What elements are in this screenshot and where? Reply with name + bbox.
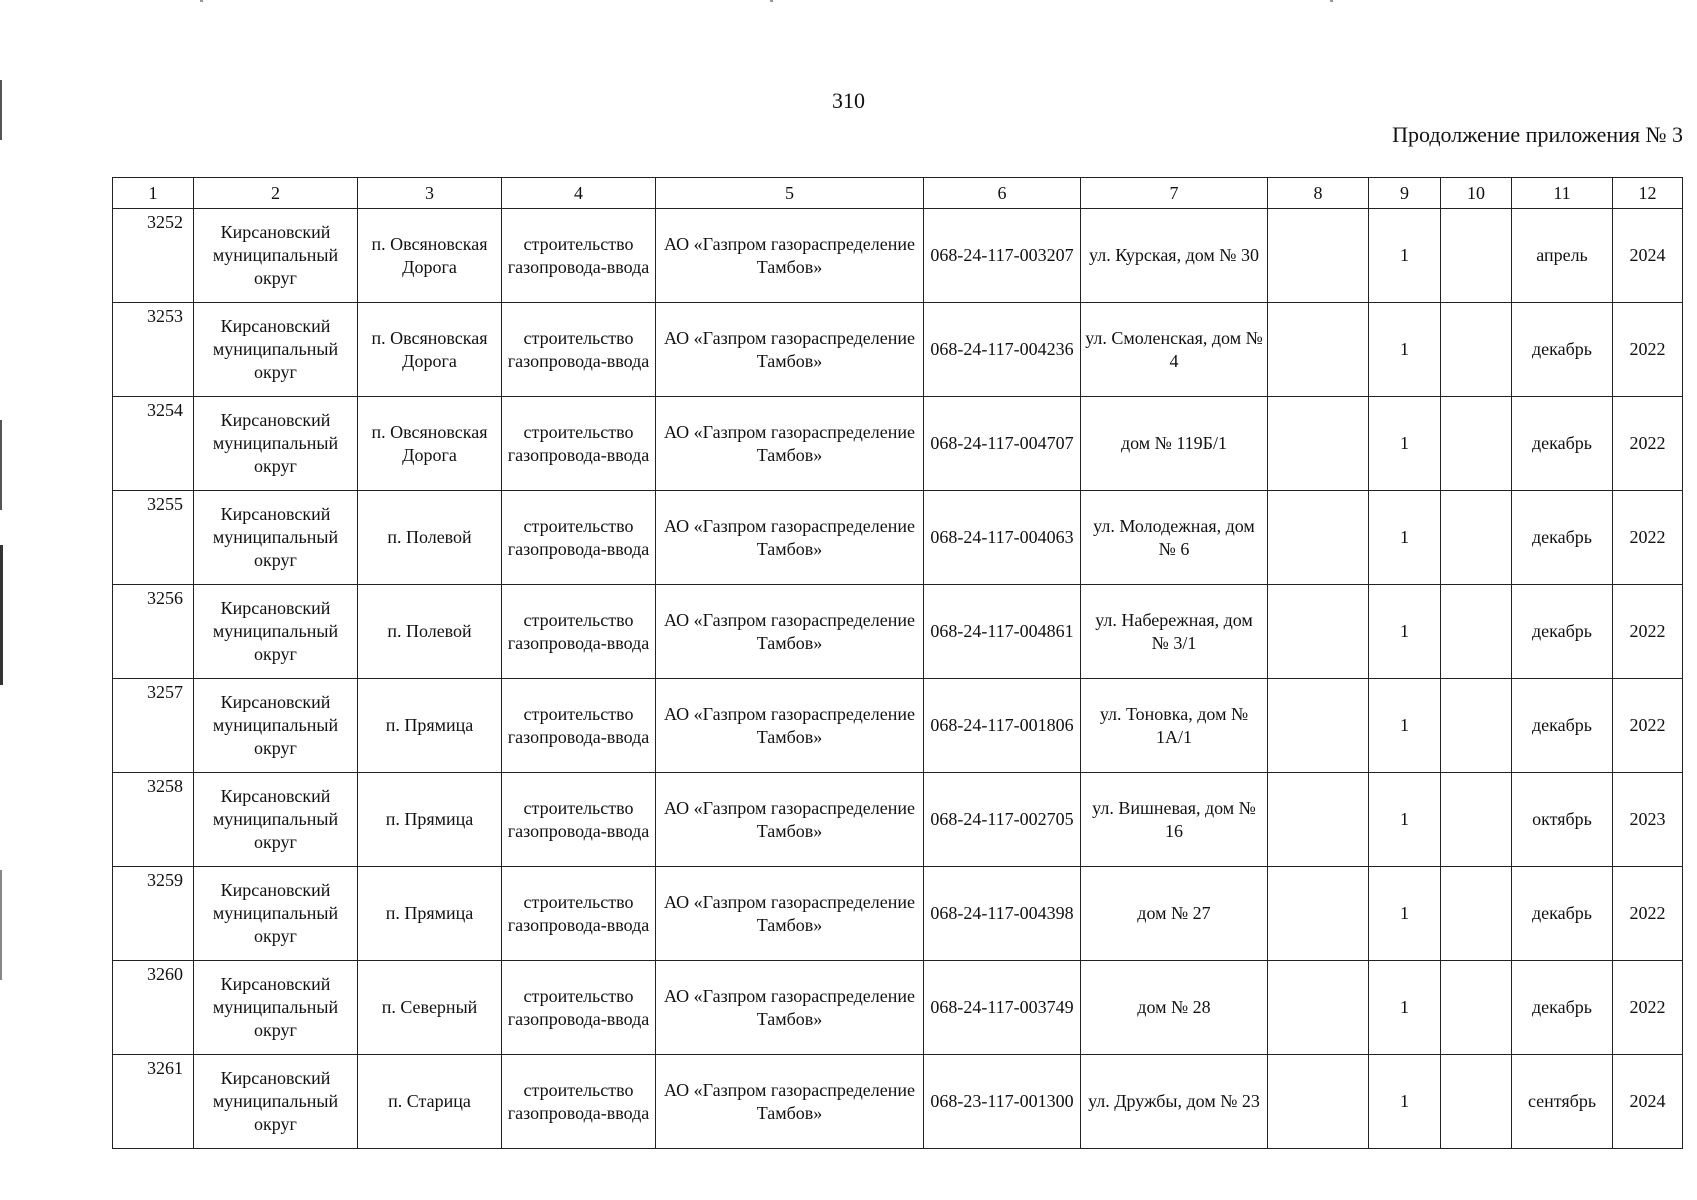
- registry-table: [112, 177, 1683, 1149]
- cell-month: декабрь: [1512, 585, 1613, 679]
- column-header-5: 5: [656, 178, 924, 209]
- cell-settlement: п. Овсяновская Дорога: [358, 397, 502, 491]
- continuation-label: Продолжение приложения № 3: [1392, 122, 1683, 147]
- table-row: [113, 397, 1683, 491]
- scan-speck: [200, 0, 203, 2]
- cell-month: декабрь: [1512, 961, 1613, 1055]
- cell-column-8: [1268, 209, 1369, 303]
- cell-column-8: [1268, 585, 1369, 679]
- cell-column-8: [1268, 1055, 1369, 1149]
- cell-address: дом № 28: [1081, 961, 1268, 1055]
- cell-row-number: 3260: [113, 961, 194, 1055]
- cell-organization: АО «Газпром газораспределение Тамбов»: [656, 1055, 924, 1149]
- cell-quantity: 1: [1369, 303, 1441, 397]
- cell-work-type: строительство газопровода-ввода: [502, 303, 656, 397]
- cell-row-number: 3259: [113, 867, 194, 961]
- column-header-6: 6: [924, 178, 1081, 209]
- cell-month: апрель: [1512, 209, 1613, 303]
- cell-work-type: строительство газопровода-ввода: [502, 867, 656, 961]
- cell-column-8: [1268, 679, 1369, 773]
- cell-column-10: [1441, 867, 1512, 961]
- table-row: [113, 209, 1683, 303]
- cell-work-type: строительство газопровода-ввода: [502, 773, 656, 867]
- cell-column-10: [1441, 491, 1512, 585]
- scan-edge-mark: [0, 870, 2, 980]
- cell-year: 2023: [1613, 773, 1683, 867]
- cell-row-number: 3254: [113, 397, 194, 491]
- cell-object-code: 068-23-117-001300: [924, 1055, 1081, 1149]
- cell-month: декабрь: [1512, 679, 1613, 773]
- table-row: [113, 961, 1683, 1055]
- cell-work-type: строительство газопровода-ввода: [502, 679, 656, 773]
- cell-address: ул. Набережная, дом № 3/1: [1081, 585, 1268, 679]
- cell-column-8: [1268, 397, 1369, 491]
- cell-organization: АО «Газпром газораспределение Тамбов»: [656, 209, 924, 303]
- cell-column-10: [1441, 679, 1512, 773]
- cell-quantity: 1: [1369, 209, 1441, 303]
- cell-object-code: 068-24-117-004063: [924, 491, 1081, 585]
- cell-organization: АО «Газпром газораспределение Тамбов»: [656, 679, 924, 773]
- cell-organization: АО «Газпром газораспределение Тамбов»: [656, 397, 924, 491]
- cell-organization: АО «Газпром газораспределение Тамбов»: [656, 961, 924, 1055]
- cell-row-number: 3257: [113, 679, 194, 773]
- cell-settlement: п. Овсяновская Дорога: [358, 209, 502, 303]
- cell-object-code: 068-24-117-004236: [924, 303, 1081, 397]
- table-row: [113, 491, 1683, 585]
- cell-year: 2022: [1613, 303, 1683, 397]
- cell-month: октябрь: [1512, 773, 1613, 867]
- cell-column-10: [1441, 209, 1512, 303]
- cell-settlement: п. Полевой: [358, 491, 502, 585]
- cell-address: дом № 27: [1081, 867, 1268, 961]
- cell-address: ул. Дружбы, дом № 23: [1081, 1055, 1268, 1149]
- cell-object-code: 068-24-117-004707: [924, 397, 1081, 491]
- cell-work-type: строительство газопровода-ввода: [502, 585, 656, 679]
- cell-column-10: [1441, 1055, 1512, 1149]
- cell-year: 2022: [1613, 679, 1683, 773]
- cell-quantity: 1: [1369, 491, 1441, 585]
- cell-quantity: 1: [1369, 1055, 1441, 1149]
- scan-speck: [1330, 0, 1333, 2]
- cell-year: 2022: [1613, 867, 1683, 961]
- cell-column-10: [1441, 397, 1512, 491]
- scan-speck: [770, 0, 773, 2]
- cell-quantity: 1: [1369, 397, 1441, 491]
- column-header-1: 1: [113, 178, 194, 209]
- cell-address: ул. Вишневая, дом № 16: [1081, 773, 1268, 867]
- cell-column-8: [1268, 303, 1369, 397]
- cell-work-type: строительство газопровода-ввода: [502, 209, 656, 303]
- column-header-4: 4: [502, 178, 656, 209]
- column-header-3: 3: [358, 178, 502, 209]
- cell-month: сентябрь: [1512, 1055, 1613, 1149]
- cell-quantity: 1: [1369, 961, 1441, 1055]
- cell-object-code: 068-24-117-003207: [924, 209, 1081, 303]
- column-header-11: 11: [1512, 178, 1613, 209]
- cell-municipality: Кирсановский муниципальный округ: [194, 303, 358, 397]
- cell-row-number: 3258: [113, 773, 194, 867]
- page-number: 310: [832, 88, 865, 113]
- table-row: [113, 773, 1683, 867]
- cell-quantity: 1: [1369, 585, 1441, 679]
- cell-quantity: 1: [1369, 679, 1441, 773]
- cell-municipality: Кирсановский муниципальный округ: [194, 679, 358, 773]
- cell-municipality: Кирсановский муниципальный округ: [194, 961, 358, 1055]
- column-header-8: 8: [1268, 178, 1369, 209]
- column-header-7: 7: [1081, 178, 1268, 209]
- cell-column-8: [1268, 491, 1369, 585]
- cell-month: декабрь: [1512, 867, 1613, 961]
- cell-row-number: 3255: [113, 491, 194, 585]
- table-row: [113, 303, 1683, 397]
- cell-row-number: 3252: [113, 209, 194, 303]
- table-row: [113, 679, 1683, 773]
- cell-settlement: п. Прямица: [358, 679, 502, 773]
- column-header-10: 10: [1441, 178, 1512, 209]
- cell-address: ул. Тоновка, дом № 1А/1: [1081, 679, 1268, 773]
- cell-month: декабрь: [1512, 303, 1613, 397]
- cell-column-10: [1441, 961, 1512, 1055]
- cell-year: 2024: [1613, 1055, 1683, 1149]
- cell-object-code: 068-24-117-001806: [924, 679, 1081, 773]
- cell-column-8: [1268, 773, 1369, 867]
- cell-address: дом № 119Б/1: [1081, 397, 1268, 491]
- table-body: [113, 209, 1683, 1149]
- cell-year: 2024: [1613, 209, 1683, 303]
- table-row: [113, 1055, 1683, 1149]
- cell-settlement: п. Старица: [358, 1055, 502, 1149]
- cell-column-10: [1441, 773, 1512, 867]
- cell-quantity: 1: [1369, 773, 1441, 867]
- cell-quantity: 1: [1369, 867, 1441, 961]
- cell-organization: АО «Газпром газораспределение Тамбов»: [656, 303, 924, 397]
- cell-municipality: Кирсановский муниципальный округ: [194, 491, 358, 585]
- cell-organization: АО «Газпром газораспределение Тамбов»: [656, 491, 924, 585]
- cell-row-number: 3256: [113, 585, 194, 679]
- cell-month: декабрь: [1512, 491, 1613, 585]
- cell-row-number: 3261: [113, 1055, 194, 1149]
- cell-address: ул. Молодежная, дом № 6: [1081, 491, 1268, 585]
- cell-settlement: п. Овсяновская Дорога: [358, 303, 502, 397]
- cell-settlement: п. Полевой: [358, 585, 502, 679]
- scan-edge-mark: [0, 420, 2, 510]
- cell-municipality: Кирсановский муниципальный округ: [194, 773, 358, 867]
- cell-year: 2022: [1613, 491, 1683, 585]
- cell-year: 2022: [1613, 397, 1683, 491]
- cell-municipality: Кирсановский муниципальный округ: [194, 397, 358, 491]
- cell-object-code: 068-24-117-003749: [924, 961, 1081, 1055]
- cell-municipality: Кирсановский муниципальный округ: [194, 585, 358, 679]
- cell-settlement: п. Прямица: [358, 867, 502, 961]
- table-row: [113, 585, 1683, 679]
- cell-municipality: Кирсановский муниципальный округ: [194, 209, 358, 303]
- cell-settlement: п. Северный: [358, 961, 502, 1055]
- cell-year: 2022: [1613, 961, 1683, 1055]
- column-header-9: 9: [1369, 178, 1441, 209]
- column-header-12: 12: [1613, 178, 1683, 209]
- cell-work-type: строительство газопровода-ввода: [502, 961, 656, 1055]
- cell-municipality: Кирсановский муниципальный округ: [194, 867, 358, 961]
- cell-organization: АО «Газпром газораспределение Тамбов»: [656, 867, 924, 961]
- cell-address: ул. Смоленская, дом № 4: [1081, 303, 1268, 397]
- cell-work-type: строительство газопровода-ввода: [502, 397, 656, 491]
- cell-column-8: [1268, 961, 1369, 1055]
- cell-row-number: 3253: [113, 303, 194, 397]
- cell-year: 2022: [1613, 585, 1683, 679]
- cell-column-10: [1441, 303, 1512, 397]
- header-row: [113, 178, 1683, 209]
- cell-organization: АО «Газпром газораспределение Тамбов»: [656, 773, 924, 867]
- cell-object-code: 068-24-117-004861: [924, 585, 1081, 679]
- column-header-2: 2: [194, 178, 358, 209]
- cell-address: ул. Курская, дом № 30: [1081, 209, 1268, 303]
- cell-work-type: строительство газопровода-ввода: [502, 491, 656, 585]
- cell-column-10: [1441, 585, 1512, 679]
- scan-edge-mark: [0, 545, 3, 685]
- table-row: [113, 867, 1683, 961]
- cell-object-code: 068-24-117-002705: [924, 773, 1081, 867]
- cell-object-code: 068-24-117-004398: [924, 867, 1081, 961]
- cell-column-8: [1268, 867, 1369, 961]
- cell-month: декабрь: [1512, 397, 1613, 491]
- cell-settlement: п. Прямица: [358, 773, 502, 867]
- cell-municipality: Кирсановский муниципальный округ: [194, 1055, 358, 1149]
- cell-work-type: строительство газопровода-ввода: [502, 1055, 656, 1149]
- cell-organization: АО «Газпром газораспределение Тамбов»: [656, 585, 924, 679]
